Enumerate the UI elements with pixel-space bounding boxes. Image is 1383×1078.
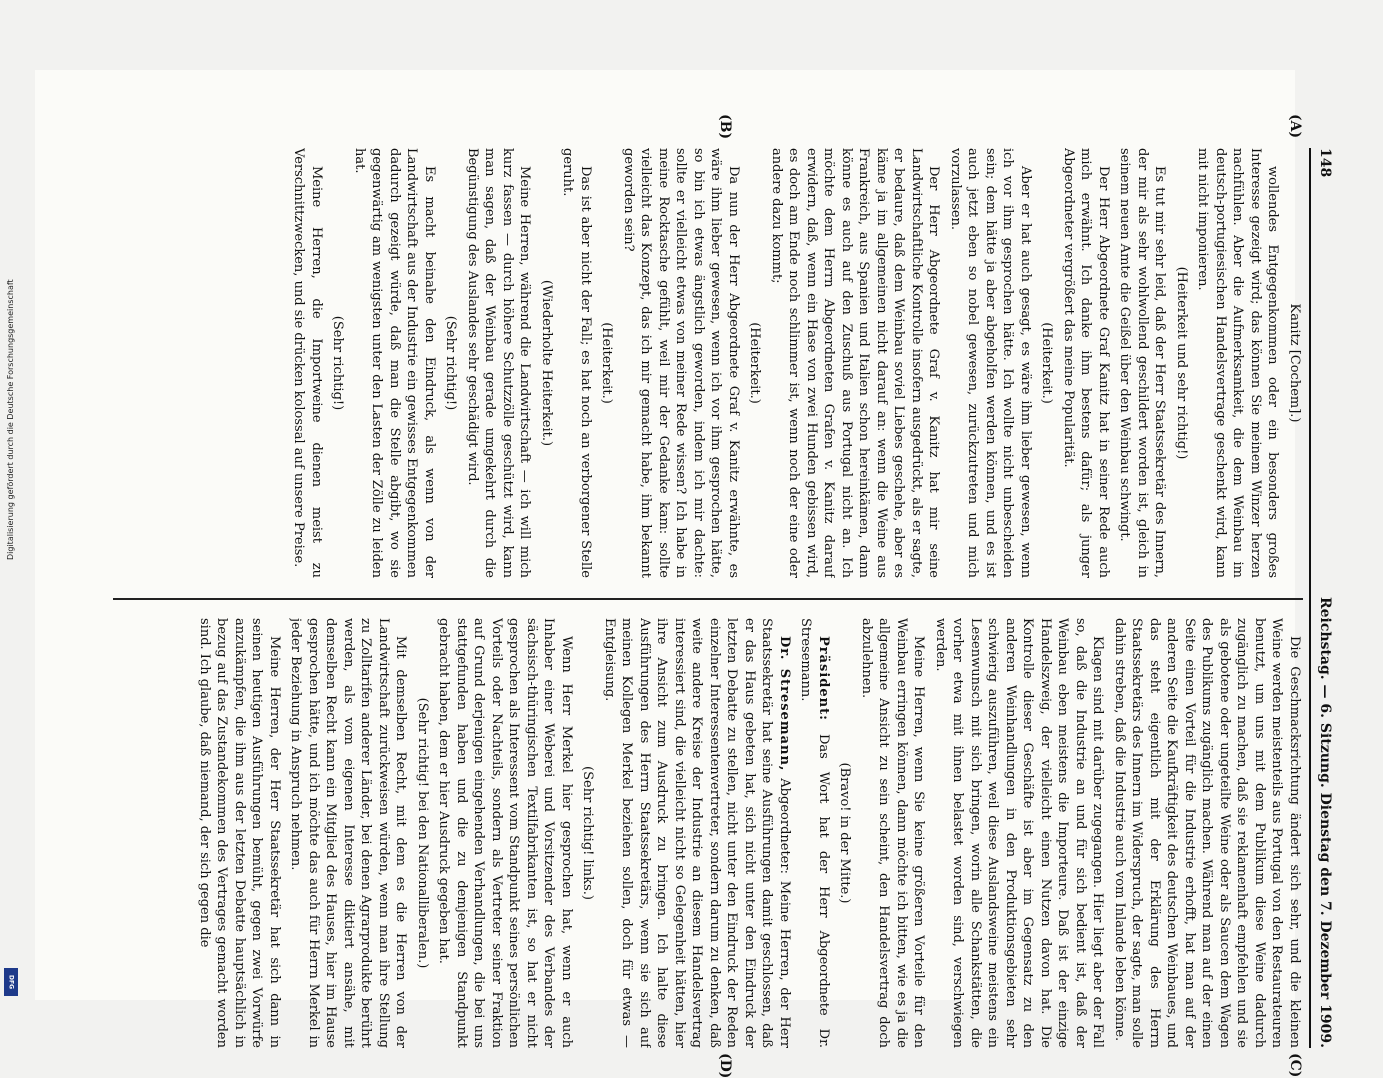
paragraph: wollendes Entgegenkommen oder ein besonders großes Interesse gezeigt wird; das können Sie meinem Winzer herzen nachfühlen. Aber die Aufmerksamkeit, die dem Weinbau im deutsch-portugiesischen Handelsvertrage geschenkt wird, kann mit nicht imponieren. — [1195, 148, 1281, 578]
speaker-label: Dr. Stresemann, — [777, 636, 792, 772]
rotated-page-content — [93, 114, 1333, 1078]
interjection: (Sehr richtig!) — [330, 315, 346, 411]
margin-marker-b: (B) — [717, 114, 733, 140]
dfg-logo: DFG — [4, 968, 18, 996]
interjection: (Bravo! in der Mitte.) — [837, 762, 853, 904]
paragraph: Der Herr Abgeordnete Graf Kanitz hat in seiner Rede auch mich erwähnt. Ich danke ihm bestens dafür; als junger Abgeordneter vergrößert das meine Popularität. — [1061, 148, 1111, 578]
paragraph: Aber er hat auch gesagt, es wäre ihm lieber gewesen, wenn ich vor ihm gesprochen hätte. Ich wollte nicht unbescheiden sein; dem hätte ja aber abgeholfen werden können, und es ist auch jetzt eben so nobel gewesen, zurückzutreten und mich vorzulassen. — [948, 148, 1033, 578]
paragraph: Meine Herren, der Herr Staatssekretär hat sich dann in seinen heutigen Ausführungen bemüht, gegen zwei Vorwürfe anzukämpfen, die ihm aus der letzten Debatte hauptsächlich in bezug auf das Zustandekommen des Vertrages gemacht worden sind. Ich glaube, daß niemand, der sich gegen die — [197, 618, 282, 1048]
paragraph: Das ist aber nicht der Fall; es hat noch an verborgener Stelle geruht. — [560, 148, 593, 578]
paragraph: Klagen sind mit darüber zugegangen. Hier liegt aber der Fall so, daß die Industrie an und für sich bedient ist, daß der Weinbau eben meistens die Importeure. Daß ist der einzige Handelszweig, der vielleicht einen Nutzen davon hat. Die Kontrolle dieser Geschäfte ist aber im Gegensatz zu den anderen Weinhandlungen in den Produktionsgebieten sehr schwierig auszuführen, weil diese Auslandsweine meistens ein Lesenwunsch mit sich bringen, worin alle Schankstätten, die vorher etwa mit ihnen belastet worden sind, verschwiegen werden. — [933, 618, 1106, 1048]
right-column — [103, 618, 1303, 1048]
interjection: (Wiederholte Heiterkeit.) — [539, 279, 554, 447]
president-label: Präsident: — [816, 636, 831, 721]
margin-marker-a: (A) — [1287, 114, 1303, 139]
paragraph: Es tut mir sehr leid, daß der Herr Staatssekretär des Innern, der mir als sehr wohlwollend geschildert worden ist, gleich in seinem neuen Amte die Geißel über den Weinbau schwingt. — [1117, 148, 1168, 578]
president-text: Das Wort hat der Herr Abgeordnete Dr. Stresemann. — [798, 618, 831, 1048]
paragraph: Der Herr Abgeordnete Graf v. Kanitz hat mir seine Landwirtschaftliche Kontrolle insofern ausgedrückt, als er sagte, er bedaure, daß dem Weinbau soviel Liebes geschehe, aber es käme ja im allgemeinen nicht darauf an: wenn die Weine aus Frankreich, aus Spanien und Italien schon hereinkämen, dann könne es auch auf den Zuschuß aus Portugal nicht an. Ich möchte dem Herrn Abgeordneten Grafen v. Kanitz darauf erwidern, daß, wenn ein Hase von zwei Hunden gebissen wird, es doch am Ende noch schlimmer ist, wenn noch der eine oder andere dazu kommt; — [769, 148, 942, 578]
digitization-credit: Digitalisierung gefördert durch die Deutsche Forschungsgemeinschaft — [6, 279, 15, 560]
interjection: (Sehr richtig!) — [443, 315, 459, 411]
margin-marker-c: (C) — [1287, 1053, 1303, 1078]
speaker-text: Abgeordneter: Meine Herren, der Herr Staatssekretär hat seine Ausführungen damit geschlossen, daß er das Haus gebeten hat, sich nicht unter den Eindruck der letzten Debatte zu stellen, nicht unter den Eindruck der Reden einzelner Interessentenvertreter, sondern darum zu denken, daß weite andere Kreise der Industrie an diesem Handelsvertrag interessiert sind, die vielleicht nicht so Gelegenheit hätten, hier ihre Ansicht zum Ausdruck zu bringen. Ich halte diese Ausführungen des Herrn Staatssekretärs, wenn sie sich auf meinen Kollegen Merkel beziehen sollen, doch für etwas — Entgleisung. — [602, 618, 792, 1048]
margin-marker-d: (D) — [717, 1053, 733, 1078]
paragraph: Mit demselben Recht, mit dem es die Herren von der Landwirtschaft zurückweisen würden, wenn man ihre Stellung zu Zolltarifen anderer Länder, bei denen Agrarprodukte berührt werden, als vom eigenen Interesse diktiert ansähe, mit demselben Recht kann ein Mitglied des Hauses, hier im Hause gesprochen hätte, und ich möchte das auch für Herrn Merkel in jeder Beziehung in Anspruch nehmen. — [288, 618, 409, 1048]
interjection: (Heiterkeit und sehr richtig!) — [1174, 266, 1189, 460]
column-divider — [113, 598, 1303, 600]
page-number: 148 — [1317, 148, 1333, 178]
document-page — [35, 70, 1333, 1078]
left-column — [103, 148, 1303, 578]
speaker-continuation: Kanitz [Cochem].) — [1287, 303, 1302, 423]
paragraph: Die Geschmacksrichtung ändert sich sehr, und die kleinen Weine werden meistenteils aus Portugal von den Restaurateuren benutzt, um uns mit dem Publikum diese Weine dadurch zugänglich zu machen, daß sie reklamenhaft empfehlen und sie als gebotene oder ungeteilte Weine oder als Saucen dem Wagen des Publikums zugänglich machen. Während man auf der einen Seite einen Vorteil für die Industrie erhofft, hat man auf der anderen Seite die Kaufkräftigkeit des deutschen Weinbaues, und das steht eigentlich mit der Erklärung des Herrn Staatssekretärs des Innern im Widerspruch, der sagte, man solle dahin streben, daß die Industrie auch vom Inlande leben könne. — [1112, 618, 1302, 1048]
paragraph: Es macht beinahe den Eindruck, als wenn von der Landwirtschaft aus der Industrie ein gewisses Entgegenkommen dadurch gezeigt würde, daß man die Stelle abgibt, wo sie gegenwärtig am wenigsten unter den Lasten der Zölle zu leiden hat. — [352, 148, 437, 578]
paragraph: Da nun der Herr Abgeordnete Graf v. Kanitz erwähnte, es wäre ihm lieber gewesen, wenn ich vor ihm gesprochen hätte, so bin ich etwas ängstlich geworden, indem ich mir dachte: sollte er vielleicht etwas von meiner Rede wissen? Ich habe in meine Rocktasche gefühlt, weil mir der Gedanke kam: sollte vielleicht das Konzept, das ich mir gemacht habe, ihm bekannt geworden sein? — [621, 148, 741, 578]
paragraph: Meine Herren, während die Landwirtschaft — ich will mich kurz fassen — durch höhere Schutzzölle geschützt wird, kann man sagen, daß der Weinbau gerade umgekehrt durch die Begünstigung des Auslandes sehr geschädigt wird. — [465, 148, 533, 578]
interjection: (Sehr richtig! links.) — [580, 766, 596, 900]
interjection: (Sehr richtig! bei den Nationalliberalen.) — [415, 697, 430, 969]
paragraph: Meine Herren, die Importweine dienen meist zu Verschnittzwecken, und sie drücken kolossal auf unsere Preise. — [291, 148, 324, 578]
interjection: (Heiterkeit.) — [747, 322, 763, 404]
interjection: (Heiterkeit.) — [599, 322, 615, 404]
president-statement — [797, 618, 832, 1048]
interjection: (Heiterkeit.) — [1039, 322, 1055, 404]
paragraph: Wenn Herr Merkel hier gesprochen hat, wenn er auch Inhaber einer Weberei und Vorsitzender des Verbandes der sächsisch-thüringischen Textilfabrikanten ist, so hat er nicht gesprochen als Interessent vom Standpunkt seines persönlichen Vorteils oder Nachteils, sondern als Vertreter seiner Fraktion auf Grund derjenigen eingehenden Verhandlungen, die bei uns stattgefunden haben und die zu demjenigen Standpunkt gebracht haben, dem er hier Ausdruck gegeben hat. — [436, 618, 574, 1048]
page-title: Reichstag. — 6. Sitzung. Dienstag den 7. Dezember 1909. — [1317, 597, 1333, 1048]
page-header — [1309, 148, 1333, 1048]
paragraph: Meine Herren, wenn Sie keine größeren Vorteile für den Weinbau erringen können, dann möchte ich bitten, wie es ja die allgemeine Ansicht zu sein scheint, den Handelsvertrag doch abzulehnen. — [859, 618, 927, 1048]
speaker-statement — [601, 618, 794, 1048]
